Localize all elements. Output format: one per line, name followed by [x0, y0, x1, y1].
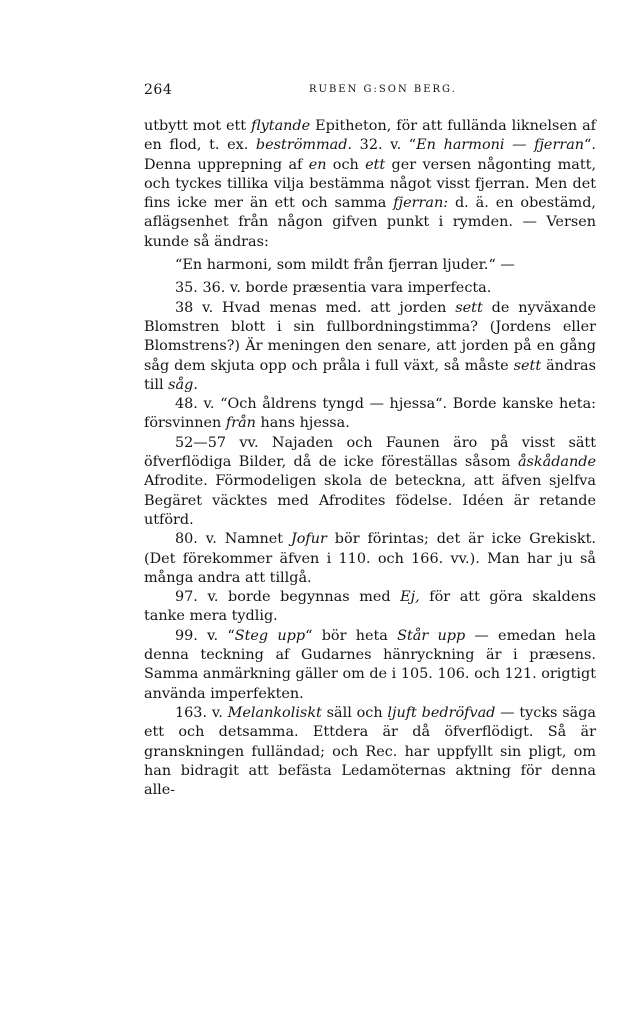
text-run: de nyväxande Blomstren blott i sin fullbordningstimma? (Jordens eller Blomstrens?) Är meningen den senare, att jorden på en gång såg dem skjuta opp och pråla i full växt, så måste: [144, 299, 596, 374]
text-run: “ bör heta: [305, 627, 398, 644]
text-run: — tycks säga ett och detsamma. Ettdera är då öfverflödigt. Så är granskningen fulländad; och Rec. har uppfyllt sin pligt, om han bidragit att befästa Ledamöternas aktning för denna alle-: [144, 704, 596, 799]
text-run: för att göra skaldens tanke mera tydlig.: [144, 589, 596, 625]
text-run: och: [326, 156, 366, 173]
emphasis-text: såg.: [168, 376, 198, 393]
paragraph: [144, 434, 596, 530]
quoted-verse: [144, 256, 596, 275]
text-run: Epitheton, för att fullända liknelsen af en flod, t. ex.: [144, 118, 597, 154]
paragraph: [144, 395, 596, 434]
text-run: Afrodite. Förmodeligen skola de beteckna, att äfven sjelfva Begäret väcktes med Afrodites födelse. Idéen är retande utförd.: [144, 473, 596, 528]
text-run: utbytt mot ett: [144, 118, 252, 134]
emphasis-text: sett: [513, 357, 542, 374]
emphasis-text: Steg upp: [234, 627, 306, 644]
text-run: bör förintas; det är icke Grekiskt. (Det förekommer äfven i 110. och 166. vv.). Man har ju så många andra att tillgå.: [144, 531, 596, 586]
text-run: — emedan hela denna teckning af Gudarnes hänryckning är i præsens. Samma anmärkning gäller om de i 105. 106. och 121. origtigt använda imperfekten.: [144, 627, 597, 702]
emphasis-text: Jofur: [290, 531, 327, 548]
text-run: 163. v.: [175, 704, 228, 721]
text-run: ändras till: [144, 357, 596, 393]
emphasis-text: Står upp: [397, 627, 466, 644]
text-run: 97. v. borde begynnas med: [175, 589, 401, 606]
text-run: “. Denna upprepning af: [144, 137, 596, 173]
text-run: 48. v. “Och åldrens tyngd — hjessa“. Borde kanske heta: försvinnen: [144, 396, 596, 432]
emphasis-text: från: [225, 415, 256, 432]
emphasis-text: sett: [455, 299, 483, 316]
text-run: 32. v. “: [352, 137, 417, 154]
emphasis-text: En harmoni — fjerran: [416, 137, 585, 154]
emphasis-text: en: [308, 156, 327, 173]
text-run: hans hjessa.: [255, 415, 350, 432]
text-run: 35. 36. v. borde præsentia vara imperfecta.: [175, 280, 492, 297]
text-run: 99. v. “: [175, 627, 235, 644]
paragraph: [144, 299, 596, 395]
page-number: 264: [144, 82, 173, 98]
emphasis-text: beströmmad.: [255, 137, 353, 154]
paragraph: [144, 530, 596, 588]
text-run: säll och: [321, 704, 388, 721]
text-run: 52—57 vv. Najaden och Faunen äro på visst sätt öfverflödiga Bilder, då de icke föreställas såsom: [144, 434, 596, 471]
paragraph: [144, 704, 596, 800]
body-text: [144, 117, 596, 800]
running-head: RUBEN G:SON BERG.: [309, 84, 457, 95]
text-run: 38 v. Hvad menas med. att jorden: [175, 299, 456, 316]
text-run: 80. v. Namnet: [175, 531, 291, 548]
paragraph: [144, 279, 596, 298]
paragraph: [144, 627, 596, 704]
paragraph: [144, 117, 596, 252]
paragraph: [144, 588, 596, 627]
emphasis-text: flytande: [251, 118, 311, 134]
text-run: d. ä. en obestämd, aflägsenhet från någon gifven punkt i rymden. — Versen kunde så ändras:: [144, 195, 596, 250]
emphasis-text: fjerran:: [393, 195, 449, 212]
emphasis-text: Melankoliskt: [227, 704, 322, 721]
emphasis-text: ljuft bedröfvad: [387, 704, 496, 721]
text-run: “En harmoni, som mildt från fjerran ljuder.“ —: [175, 257, 515, 274]
text-run: ger versen någonting matt, och tyckes tillika vilja bestämma något visst fjerran. Men det fins icke mer än ett och samma: [144, 156, 597, 212]
page-header: [144, 82, 596, 102]
emphasis-text: ett: [365, 156, 386, 173]
emphasis-text: åskådande: [517, 454, 596, 471]
emphasis-text: Ej,: [400, 589, 420, 606]
